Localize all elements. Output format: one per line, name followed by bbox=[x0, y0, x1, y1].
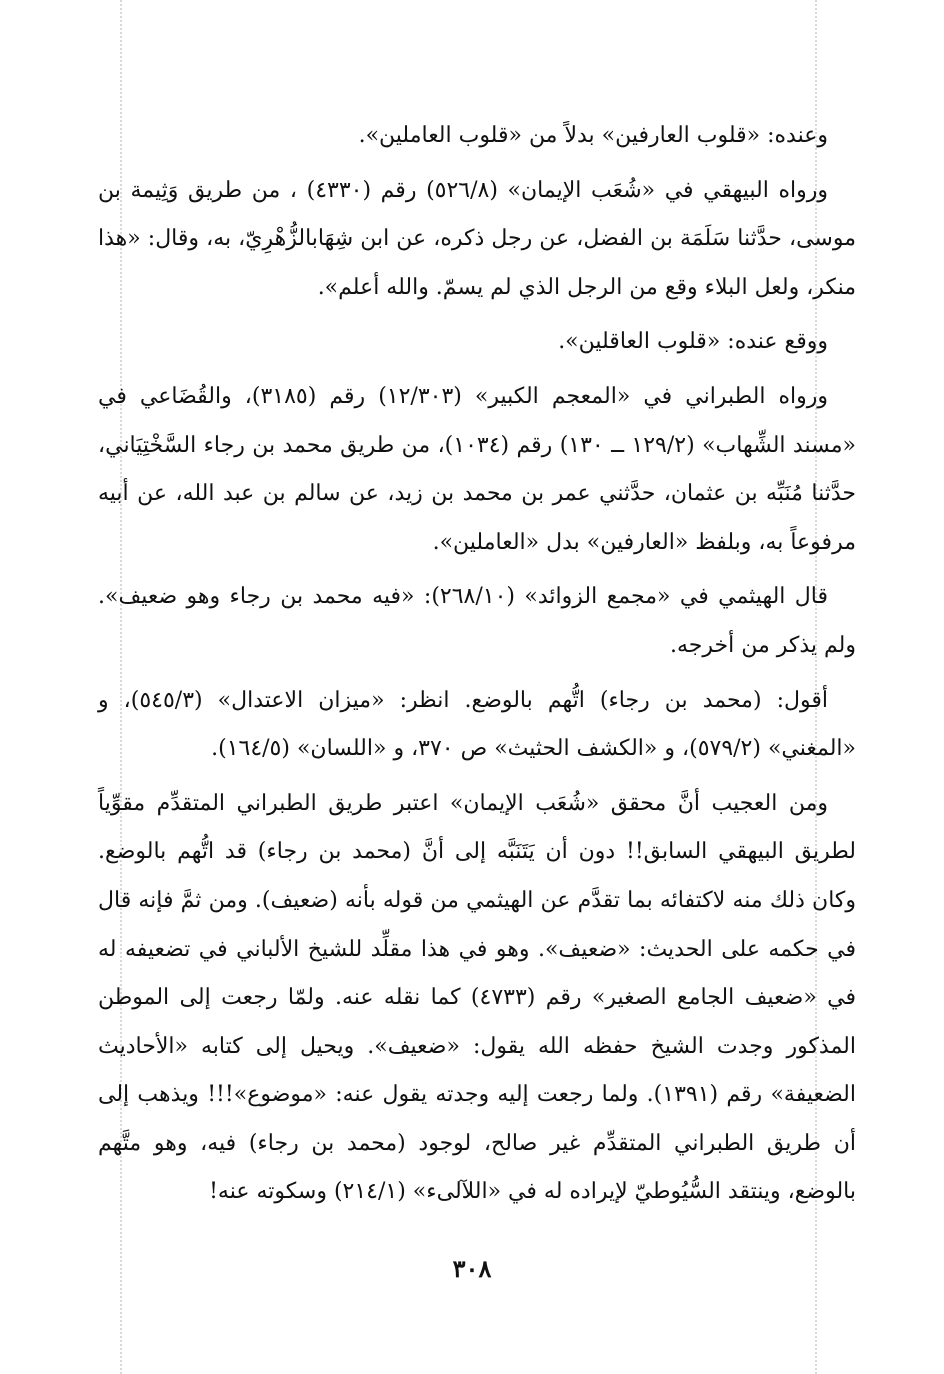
paragraph: ووقع عنده: «قلوب العاقلين». bbox=[558, 329, 828, 355]
paragraph: أقول: (محمد بن رجاء) اتُّهم بالوضع. انظر: «ميزان الاعتدال» (٥٤٥/٣)، و «المغني» (٥٧٩/٢)، و «الكشف الحثيث» ص ٣٧٠، و «اللسان» (١٦٤/٥). bbox=[98, 687, 856, 762]
paragraph: ومن العجيب أنَّ محقق «شُعَب الإيمان» اعتبر طريق الطبراني المتقدِّم مقوِّياً لطريق البيهقي السابق!! دون أن يَتَنَبَّه إلى أنَّ (محمد بن رجاء) قد اتُّهم بالوضع. وكان ذلك منه لاكتفائه بما تقدَّم عن الهيثمي من قوله بأنه (ضعيف). ومن ثمَّ فإنه قال في حكمه على الحديث: «ضعيف». وهو في هذا مقلِّد للشيخ الألباني في تضعيفه له في «ضعيف الجامع الصغير» رقم (٤٧٣٣) كما نقله عنه. ولمّا رجعت إلى الموطن المذكور وجدت الشيخ حفظه الله يقول: «ضعيف». ويحيل إلى كتابه «الأحاديث الضعيفة» رقم (١٣٩١). ولما رجعت إليه وجدته يقول عنه: «موضوع»!!! ويذهب إلى أن طريق الطبراني المتقدِّم غير صالح، لوجود (محمد بن رجاء) فيه، وهو متَّهم بالوضع، وينتقد السُّيُوطيّ لإيراده له في «اللآلىء» (٢١٤/١) وسكوته عنه! bbox=[98, 790, 857, 1205]
paragraph: ورواه البيهقي في «شُعَب الإيمان» (٥٢٦/٨) رقم (٤٣٣٠) ، من طريق وَثِيمة بن موسى، حدَّثنا سَلَمَة بن الفضل، عن رجل ذكره، عن ابن شِهَابالزُّهْرِيّ، به، وقال: «هذا منكر، ولعل البلاء وقع من الرجل الذي لم يسمّ. والله أعلم». bbox=[98, 177, 856, 300]
paragraph: وعنده: «قلوب العارفين» بدلاً من «قلوب العاملين». bbox=[358, 123, 828, 148]
page-number: ٣٠٨ bbox=[452, 1254, 492, 1283]
paragraph: قال الهيثمي في «مجمع الزوائد» (٢٦٨/١٠): «فيه محمد بن رجاء وهو ضعيف». ولم يذكر من أخرجه. bbox=[98, 584, 856, 658]
body-text bbox=[98, 112, 856, 1223]
paragraph: ورواه الطبراني في «المعجم الكبير» (١٢/٣٠٣) رقم (٣١٨٥)، والقُضَاعي في «مسند الشِّهاب» (١٢٩/٢ ــ ١٣٠) رقم (١٠٣٤)، من طريق محمد بن رجاء السَّخْتِيَاني، حدَّثنا مُنَبِّه بن عثمان، حدَّثني عمر بن محمد بن زيد، عن سالم بن عبد الله، عن أبيه مرفوعاً به، وبلفظ «العارفين» بدل «العاملين». bbox=[98, 383, 856, 555]
